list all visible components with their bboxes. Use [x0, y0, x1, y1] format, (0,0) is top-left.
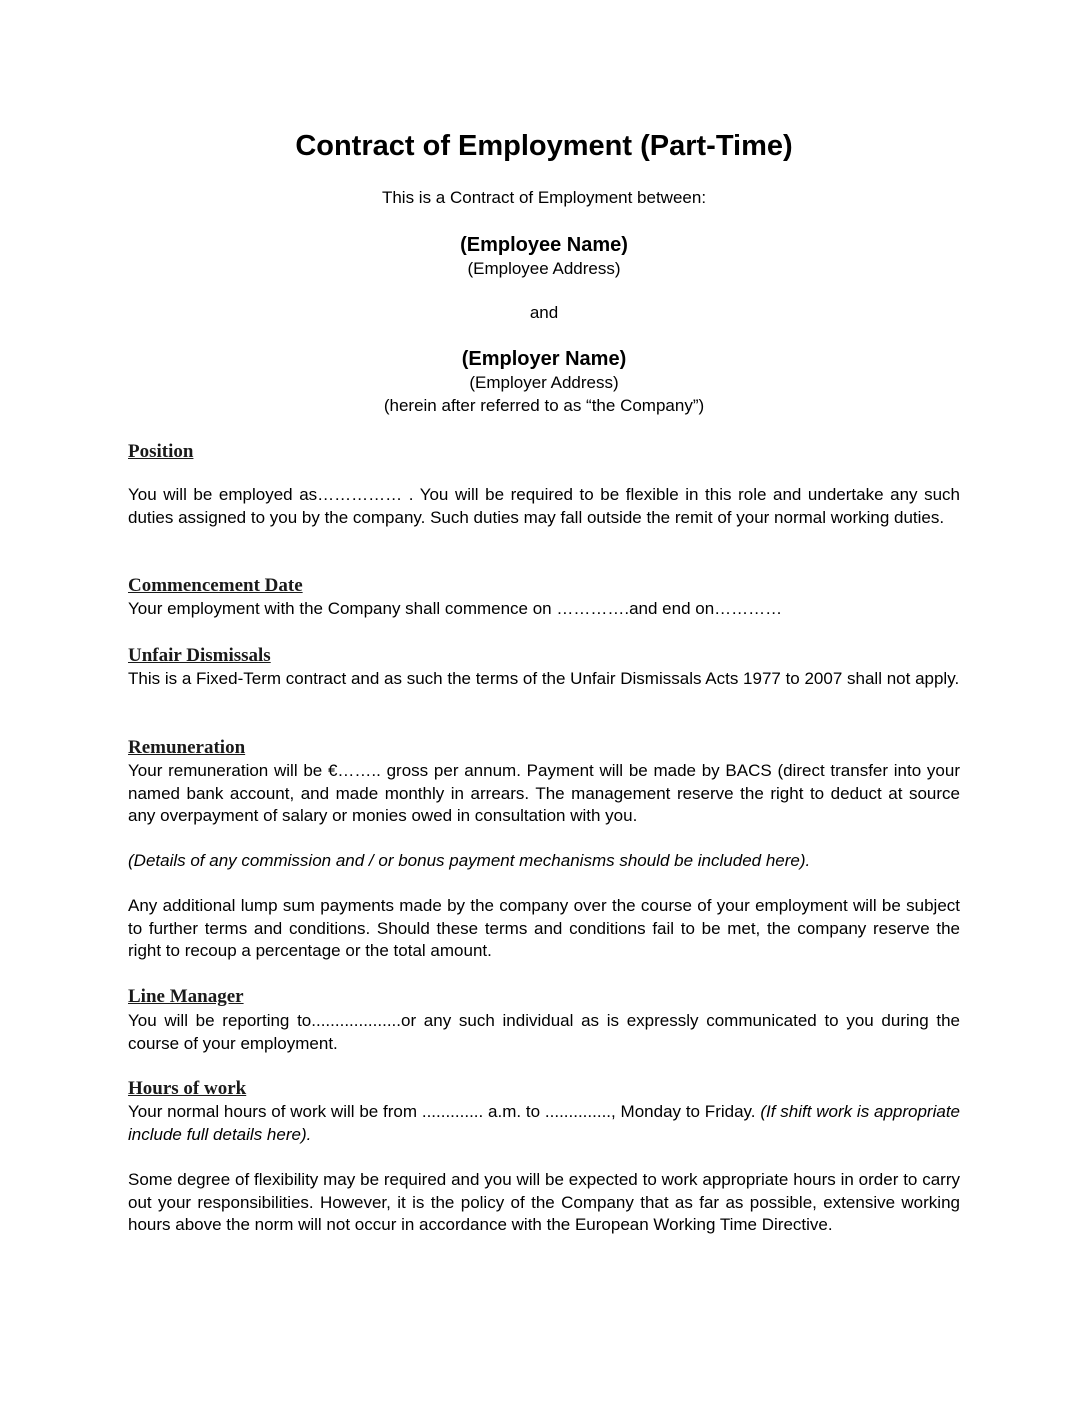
hours-note: (If shift work is appropriate include full details here). — [128, 1102, 960, 1144]
unfair-dismissals-heading: Unfair Dismissals — [128, 645, 271, 666]
employee-name: (Employee Name) — [460, 234, 628, 256]
employer-name: (Employer Name) — [461, 348, 627, 370]
unfair-dismissals-body: This is a Fixed-Term contract and as such the terms of the Unfair Dismissals Acts 1977 to 2007 shall not apply. — [128, 669, 960, 688]
intro-line: This is a Contract of Employment between: — [381, 188, 707, 207]
position-heading: Position — [128, 441, 194, 462]
commencement-body: Your employment with the Company shall commence on ………….and end on………… — [128, 599, 783, 618]
remuneration-note: (Details of any commission and / or bonus payment mechanisms should be included here). — [128, 851, 811, 870]
employee-address: (Employee Address) — [467, 259, 621, 278]
company-reference: (herein after referred to as “the Company”) — [383, 396, 705, 415]
and-line: and — [529, 303, 559, 322]
hours-flexibility: Some degree of flexibility may be required and you will be expected to work appropriate hours in order to carry out your responsibilities. However, it is the policy of the Company that as far as possible, extensive working hours above the norm will not occur in accordance with the European Working Time Directive. — [128, 1170, 960, 1235]
hours-body-text: Your normal hours of work will be from ............. a.m. to .............., Monday to Friday. — [128, 1102, 756, 1121]
position-body: You will be employed as…………… . You will be required to be flexible in this role and undertake any such duties assigned to you by the company. Such duties may fall outside the remit of your normal working duties. — [128, 485, 960, 527]
hours-body — [128, 1101, 960, 1146]
remuneration-heading: Remuneration — [128, 737, 246, 758]
employer-address: (Employer Address) — [469, 373, 619, 392]
hours-heading: Hours of work — [128, 1078, 247, 1099]
remuneration-body: Your remuneration will be €…….. gross per annum. Payment will be made by BACS (direct transfer into your named bank account, and made monthly in arrears. The management reserve the right to deduct at source any overpayment of salary or monies owed in consultation with you. — [128, 761, 960, 826]
line-manager-body: You will be reporting to...................or any such individual as is expressly communicated to you during the course of your employment. — [128, 1011, 960, 1053]
document-title: Contract of Employment (Part-Time) — [295, 130, 793, 162]
commencement-heading: Commencement Date — [128, 575, 303, 596]
remuneration-additional: Any additional lump sum payments made by the company over the course of your employment will be subject to further terms and conditions. Should these terms and conditions fail to be met, the company reserve the right to recoup a percentage or the total amount. — [128, 896, 960, 961]
line-manager-heading: Line Manager — [128, 986, 244, 1007]
